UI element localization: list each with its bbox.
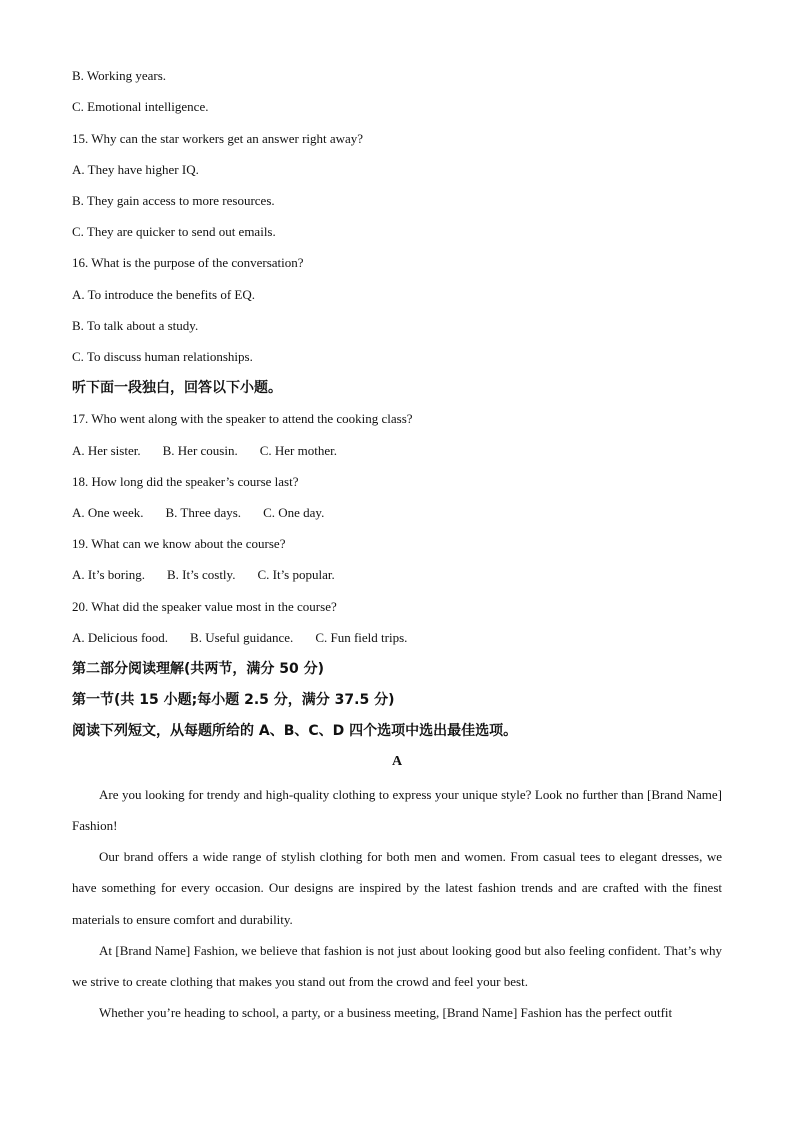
q20-option-c: C. Fun field trips. [315, 630, 408, 645]
q19-option-c: C. It’s popular. [257, 567, 335, 582]
reading-instruction: 阅读下列短文，从每题所给的 A、B、C、D 四个选项中选出最佳选项。 [72, 723, 518, 739]
q15-option-c: C. They are quicker to send out emails. [72, 224, 276, 239]
q16-option-a: A. To introduce the benefits of EQ. [72, 287, 255, 302]
q19-options [72, 567, 357, 583]
q16-option-b: B. To talk about a study. [72, 318, 199, 333]
passage-paragraph-2 [72, 841, 722, 935]
q17-options [72, 443, 359, 459]
q19-option-a: A. It’s boring. [72, 567, 145, 582]
passage-p4-text: Whether you’re heading to school, a party, or a business meeting, [Brand Name] Fashion has the perfect outfit [99, 1005, 673, 1020]
q15-question: 15. Why can the star workers get an answer right away? [72, 131, 364, 146]
q20-option-b: B. Useful guidance. [190, 630, 294, 645]
monologue-instruction: 听下面一段独白，回答以下小题。 [72, 380, 282, 396]
section1-heading: 第一节(共 15 小题;每小题 2.5 分，满分 37.5 分) [72, 692, 395, 708]
q14-option-b: B. Working years. [72, 68, 167, 83]
q18-question: 18. How long did the speaker’s course last? [72, 474, 299, 489]
q17-question: 17. Who went along with the speaker to attend the cooking class? [72, 411, 413, 426]
q18-option-c: C. One day. [263, 505, 325, 520]
q16-option-c: C. To discuss human relationships. [72, 349, 253, 364]
q19-option-b: B. It’s costly. [166, 567, 236, 582]
q17-option-c: C. Her mother. [259, 443, 337, 458]
q16-question: 16. What is the purpose of the conversation? [72, 255, 304, 270]
passage-p3-text: At [Brand Name] Fashion, we believe that fashion is not just about looking good but also feeling confident. That’s why we strive to create clothing that makes you stand out from the crowd and feel your best. [72, 943, 722, 990]
q19-question: 19. What can we know about the course? [72, 536, 286, 551]
passage-p2-text: Our brand offers a wide range of stylish clothing for both men and women. From casual tees to elegant dresses, we have something for every occasion. Our designs are inspired by the latest fashion trends and are crafted with the finest materials to ensure comfort and durability. [72, 849, 722, 927]
q15-option-b: B. They gain access to more resources. [72, 193, 275, 208]
passage-paragraph-3 [72, 935, 722, 998]
q18-option-b: B. Three days. [165, 505, 242, 520]
passage-paragraph-4 [72, 997, 722, 1028]
passage-label: A [391, 754, 403, 769]
q20-question: 20. What did the speaker value most in the course? [72, 599, 337, 614]
q20-option-a: A. Delicious food. [72, 630, 169, 645]
q18-options [72, 505, 346, 521]
part2-heading: 第二部分阅读理解(共两节，满分 50 分) [72, 661, 325, 677]
q20-options [72, 630, 429, 646]
q17-option-b: B. Her cousin. [162, 443, 238, 458]
q17-option-a: A. Her sister. [72, 443, 141, 458]
passage-paragraph-1 [72, 779, 722, 842]
q18-option-a: A. One week. [72, 505, 144, 520]
q15-option-a: A. They have higher IQ. [72, 162, 199, 177]
passage-p1-text: Are you looking for trendy and high-quality clothing to express your unique style? Look no further than [Brand Name] Fashion! [72, 787, 722, 834]
q14-option-c: C. Emotional intelligence. [72, 99, 209, 114]
